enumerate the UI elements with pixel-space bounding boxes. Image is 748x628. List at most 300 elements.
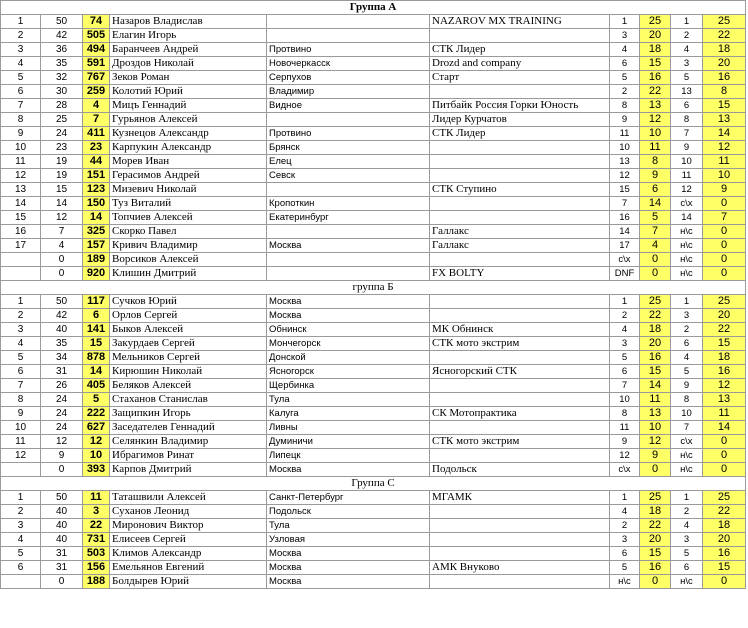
- race2-points-cell: 15: [703, 99, 746, 113]
- city-cell: Обнинск: [267, 323, 430, 337]
- rider-name-cell: Орлов Сергей: [110, 309, 267, 323]
- race1-points-cell: 14: [640, 197, 671, 211]
- race1-position-cell: 5: [610, 71, 640, 85]
- rider-name-cell: Суханов Леонид: [110, 505, 267, 519]
- table-row: [1, 253, 746, 267]
- rider-number-cell: 188: [83, 575, 110, 589]
- rider-number-cell: 325: [83, 225, 110, 239]
- rider-name-cell: Ибрагимов Ринат: [110, 449, 267, 463]
- race2-points-cell: 10: [703, 169, 746, 183]
- rider-name-cell: Заседателев Геннадий: [110, 421, 267, 435]
- race1-position-cell: н\с: [610, 575, 640, 589]
- total-points-cell: 9: [41, 449, 83, 463]
- place-cell: 2: [1, 309, 41, 323]
- race1-position-cell: 2: [610, 85, 640, 99]
- city-cell: Протвино: [267, 43, 430, 57]
- city-cell: [267, 225, 430, 239]
- race1-points-cell: 16: [640, 351, 671, 365]
- table-row: [1, 561, 746, 575]
- race1-points-cell: 12: [640, 435, 671, 449]
- race2-position-cell: 9: [671, 379, 703, 393]
- group-header-row: [1, 281, 746, 295]
- table-row: [1, 505, 746, 519]
- race1-position-cell: 6: [610, 547, 640, 561]
- team-cell: [430, 197, 610, 211]
- race2-points-cell: 9: [703, 183, 746, 197]
- total-points-cell: 24: [41, 127, 83, 141]
- rider-number-cell: 157: [83, 239, 110, 253]
- race1-position-cell: 5: [610, 561, 640, 575]
- rider-number-cell: 74: [83, 15, 110, 29]
- table-row: [1, 421, 746, 435]
- race1-position-cell: 14: [610, 225, 640, 239]
- rider-number-cell: 14: [83, 211, 110, 225]
- race1-points-cell: 10: [640, 421, 671, 435]
- table-row: [1, 435, 746, 449]
- race1-position-cell: 1: [610, 295, 640, 309]
- table-row: [1, 71, 746, 85]
- rider-number-cell: 494: [83, 43, 110, 57]
- rider-number-cell: 222: [83, 407, 110, 421]
- race2-position-cell: 7: [671, 421, 703, 435]
- race2-points-cell: 0: [703, 197, 746, 211]
- race2-position-cell: 4: [671, 351, 703, 365]
- team-cell: [430, 547, 610, 561]
- total-points-cell: 0: [41, 575, 83, 589]
- race1-position-cell: 12: [610, 449, 640, 463]
- race2-position-cell: 7: [671, 127, 703, 141]
- city-cell: Щербинка: [267, 379, 430, 393]
- table-row: [1, 183, 746, 197]
- team-cell: [430, 155, 610, 169]
- race1-points-cell: 4: [640, 239, 671, 253]
- race1-position-cell: 15: [610, 183, 640, 197]
- total-points-cell: 50: [41, 295, 83, 309]
- race2-position-cell: 9: [671, 141, 703, 155]
- rider-name-cell: Беляков Алексей: [110, 379, 267, 393]
- city-cell: Москва: [267, 561, 430, 575]
- table-row: [1, 547, 746, 561]
- total-points-cell: 4: [41, 239, 83, 253]
- race2-position-cell: 13: [671, 85, 703, 99]
- place-cell: 6: [1, 85, 41, 99]
- team-cell: СК Мотопрактика: [430, 407, 610, 421]
- race2-points-cell: 18: [703, 43, 746, 57]
- place-cell: 12: [1, 169, 41, 183]
- race2-position-cell: н\с: [671, 575, 703, 589]
- total-points-cell: 0: [41, 267, 83, 281]
- team-cell: СТК Лидер: [430, 43, 610, 57]
- team-cell: FX BOLTY: [430, 267, 610, 281]
- table-row: [1, 379, 746, 393]
- rider-name-cell: Мельников Сергей: [110, 351, 267, 365]
- total-points-cell: 0: [41, 253, 83, 267]
- race2-position-cell: 2: [671, 323, 703, 337]
- team-cell: [430, 141, 610, 155]
- race1-position-cell: 7: [610, 197, 640, 211]
- rider-number-cell: 505: [83, 29, 110, 43]
- place-cell: 1: [1, 295, 41, 309]
- rider-name-cell: Топчиев Алексей: [110, 211, 267, 225]
- group-title: группа Б: [1, 281, 746, 295]
- rider-number-cell: 150: [83, 197, 110, 211]
- race1-points-cell: 10: [640, 127, 671, 141]
- race2-position-cell: 6: [671, 99, 703, 113]
- city-cell: Думиничи: [267, 435, 430, 449]
- city-cell: [267, 267, 430, 281]
- table-row: [1, 337, 746, 351]
- rider-number-cell: 6: [83, 309, 110, 323]
- place-cell: 9: [1, 407, 41, 421]
- race2-points-cell: 16: [703, 365, 746, 379]
- place-cell: 5: [1, 351, 41, 365]
- rider-number-cell: 627: [83, 421, 110, 435]
- race2-position-cell: 12: [671, 183, 703, 197]
- race2-position-cell: 8: [671, 393, 703, 407]
- team-cell: Подольск: [430, 463, 610, 477]
- rider-number-cell: 767: [83, 71, 110, 85]
- rider-name-cell: Таташвили Алексей: [110, 491, 267, 505]
- table-row: [1, 449, 746, 463]
- race2-position-cell: 2: [671, 29, 703, 43]
- race1-position-cell: 8: [610, 407, 640, 421]
- city-cell: Санкт-Петербург: [267, 491, 430, 505]
- rider-number-cell: 5: [83, 393, 110, 407]
- race2-points-cell: 25: [703, 491, 746, 505]
- race2-position-cell: 1: [671, 295, 703, 309]
- rider-name-cell: Кирюшин Николай: [110, 365, 267, 379]
- city-cell: [267, 113, 430, 127]
- city-cell: Узловая: [267, 533, 430, 547]
- race2-position-cell: 1: [671, 491, 703, 505]
- team-cell: NAZAROV MX TRAINING: [430, 15, 610, 29]
- race2-points-cell: 18: [703, 519, 746, 533]
- rider-number-cell: 503: [83, 547, 110, 561]
- race2-points-cell: 14: [703, 127, 746, 141]
- place-cell: 4: [1, 533, 41, 547]
- city-cell: [267, 15, 430, 29]
- team-cell: Drozd and company: [430, 57, 610, 71]
- rider-number-cell: 7: [83, 113, 110, 127]
- team-cell: [430, 169, 610, 183]
- race1-points-cell: 25: [640, 491, 671, 505]
- rider-name-cell: Морев Иван: [110, 155, 267, 169]
- race2-points-cell: 11: [703, 407, 746, 421]
- team-cell: [430, 351, 610, 365]
- rider-number-cell: 393: [83, 463, 110, 477]
- rider-number-cell: 3: [83, 505, 110, 519]
- total-points-cell: 40: [41, 519, 83, 533]
- rider-name-cell: Туз Виталий: [110, 197, 267, 211]
- rider-name-cell: Стаханов Станислав: [110, 393, 267, 407]
- city-cell: Новочеркасск: [267, 57, 430, 71]
- city-cell: Москва: [267, 575, 430, 589]
- total-points-cell: 14: [41, 197, 83, 211]
- race2-position-cell: с\х: [671, 197, 703, 211]
- rider-number-cell: 141: [83, 323, 110, 337]
- race2-position-cell: 6: [671, 561, 703, 575]
- total-points-cell: 12: [41, 435, 83, 449]
- race1-points-cell: 25: [640, 15, 671, 29]
- race2-points-cell: 13: [703, 393, 746, 407]
- race2-points-cell: 22: [703, 323, 746, 337]
- race2-points-cell: 0: [703, 267, 746, 281]
- total-points-cell: 36: [41, 43, 83, 57]
- table-row: [1, 309, 746, 323]
- race1-position-cell: 9: [610, 435, 640, 449]
- total-points-cell: 12: [41, 211, 83, 225]
- table-row: [1, 57, 746, 71]
- race1-position-cell: с\х: [610, 463, 640, 477]
- race1-position-cell: 4: [610, 505, 640, 519]
- city-cell: Серпухов: [267, 71, 430, 85]
- city-cell: Брянск: [267, 141, 430, 155]
- total-points-cell: 7: [41, 225, 83, 239]
- place-cell: 10: [1, 421, 41, 435]
- place-cell: 7: [1, 379, 41, 393]
- team-cell: Ясногорский СТК: [430, 365, 610, 379]
- total-points-cell: 24: [41, 407, 83, 421]
- place-cell: [1, 463, 41, 477]
- rider-number-cell: 15: [83, 337, 110, 351]
- city-cell: [267, 253, 430, 267]
- race1-points-cell: 5: [640, 211, 671, 225]
- race2-points-cell: 25: [703, 15, 746, 29]
- race2-points-cell: 7: [703, 211, 746, 225]
- race1-points-cell: 22: [640, 309, 671, 323]
- team-cell: [430, 421, 610, 435]
- team-cell: МГАМК: [430, 491, 610, 505]
- race1-points-cell: 11: [640, 393, 671, 407]
- place-cell: 5: [1, 547, 41, 561]
- table-row: [1, 519, 746, 533]
- rider-name-cell: Колотий Юрий: [110, 85, 267, 99]
- total-points-cell: 15: [41, 183, 83, 197]
- race2-position-cell: 2: [671, 505, 703, 519]
- total-points-cell: 31: [41, 561, 83, 575]
- race1-points-cell: 13: [640, 99, 671, 113]
- rider-name-cell: Дроздов Николай: [110, 57, 267, 71]
- city-cell: Ливны: [267, 421, 430, 435]
- race1-position-cell: 3: [610, 337, 640, 351]
- race1-points-cell: 8: [640, 155, 671, 169]
- place-cell: 8: [1, 393, 41, 407]
- race2-points-cell: 0: [703, 575, 746, 589]
- rider-number-cell: 22: [83, 519, 110, 533]
- team-cell: [430, 29, 610, 43]
- rider-name-cell: Ворсиков Алексей: [110, 253, 267, 267]
- team-cell: СТК мото экстрим: [430, 435, 610, 449]
- race1-position-cell: 3: [610, 29, 640, 43]
- city-cell: Калуга: [267, 407, 430, 421]
- place-cell: 1: [1, 491, 41, 505]
- table-row: [1, 533, 746, 547]
- team-cell: [430, 211, 610, 225]
- rider-number-cell: 411: [83, 127, 110, 141]
- rider-name-cell: Назаров Владислав: [110, 15, 267, 29]
- race1-position-cell: 1: [610, 491, 640, 505]
- place-cell: 17: [1, 239, 41, 253]
- table-row: [1, 211, 746, 225]
- total-points-cell: 32: [41, 71, 83, 85]
- place-cell: 16: [1, 225, 41, 239]
- race1-position-cell: 10: [610, 393, 640, 407]
- rider-name-cell: Карпов Дмитрий: [110, 463, 267, 477]
- rider-name-cell: Закурдаев Сергей: [110, 337, 267, 351]
- race1-position-cell: 2: [610, 519, 640, 533]
- rider-number-cell: 878: [83, 351, 110, 365]
- group-title: Группа С: [1, 477, 746, 491]
- rider-name-cell: Кузнецов Александр: [110, 127, 267, 141]
- table-row: [1, 323, 746, 337]
- total-points-cell: 24: [41, 393, 83, 407]
- race1-points-cell: 0: [640, 463, 671, 477]
- place-cell: 3: [1, 43, 41, 57]
- table-row: [1, 113, 746, 127]
- race2-points-cell: 18: [703, 351, 746, 365]
- team-cell: [430, 253, 610, 267]
- team-cell: МК Обнинск: [430, 323, 610, 337]
- rider-number-cell: 10: [83, 449, 110, 463]
- race2-position-cell: н\с: [671, 225, 703, 239]
- race2-points-cell: 16: [703, 71, 746, 85]
- rider-name-cell: Быков Алексей: [110, 323, 267, 337]
- place-cell: 9: [1, 127, 41, 141]
- rider-number-cell: 920: [83, 267, 110, 281]
- race1-position-cell: с\х: [610, 253, 640, 267]
- race1-points-cell: 22: [640, 85, 671, 99]
- race1-position-cell: 4: [610, 323, 640, 337]
- total-points-cell: 35: [41, 57, 83, 71]
- race2-points-cell: 14: [703, 421, 746, 435]
- race2-position-cell: 11: [671, 169, 703, 183]
- race1-position-cell: 6: [610, 365, 640, 379]
- team-cell: [430, 85, 610, 99]
- race1-points-cell: 0: [640, 253, 671, 267]
- table-row: [1, 85, 746, 99]
- race1-position-cell: 2: [610, 309, 640, 323]
- table-row: [1, 29, 746, 43]
- rider-number-cell: 123: [83, 183, 110, 197]
- race1-position-cell: 11: [610, 421, 640, 435]
- team-cell: Старт: [430, 71, 610, 85]
- rider-number-cell: 189: [83, 253, 110, 267]
- table-row: [1, 239, 746, 253]
- total-points-cell: 35: [41, 337, 83, 351]
- race1-points-cell: 15: [640, 365, 671, 379]
- race2-position-cell: 5: [671, 71, 703, 85]
- total-points-cell: 50: [41, 15, 83, 29]
- city-cell: Москва: [267, 239, 430, 253]
- team-cell: [430, 575, 610, 589]
- team-cell: [430, 449, 610, 463]
- rider-number-cell: 151: [83, 169, 110, 183]
- race2-position-cell: 5: [671, 365, 703, 379]
- rider-name-cell: Карпукин Александр: [110, 141, 267, 155]
- rider-name-cell: Селянкин Владимир: [110, 435, 267, 449]
- race2-points-cell: 0: [703, 225, 746, 239]
- table-row: [1, 393, 746, 407]
- total-points-cell: 42: [41, 309, 83, 323]
- team-cell: АМК Внуково: [430, 561, 610, 575]
- total-points-cell: 31: [41, 547, 83, 561]
- total-points-cell: 23: [41, 141, 83, 155]
- rider-name-cell: Мицъ Геннадий: [110, 99, 267, 113]
- group-header-row: [1, 477, 746, 491]
- city-cell: Москва: [267, 309, 430, 323]
- team-cell: [430, 393, 610, 407]
- table-row: [1, 365, 746, 379]
- race2-position-cell: 14: [671, 211, 703, 225]
- city-cell: Тула: [267, 519, 430, 533]
- race1-points-cell: 22: [640, 519, 671, 533]
- place-cell: 8: [1, 113, 41, 127]
- city-cell: Ясногорск: [267, 365, 430, 379]
- team-cell: [430, 505, 610, 519]
- race1-points-cell: 18: [640, 505, 671, 519]
- rider-name-cell: Мизевич Николай: [110, 183, 267, 197]
- race2-points-cell: 0: [703, 239, 746, 253]
- city-cell: Кропоткин: [267, 197, 430, 211]
- race2-points-cell: 20: [703, 309, 746, 323]
- rider-name-cell: Гурьянов Алексей: [110, 113, 267, 127]
- race1-points-cell: 9: [640, 449, 671, 463]
- place-cell: 4: [1, 57, 41, 71]
- place-cell: [1, 267, 41, 281]
- race2-position-cell: 10: [671, 407, 703, 421]
- race1-position-cell: 8: [610, 99, 640, 113]
- race1-points-cell: 20: [640, 533, 671, 547]
- race2-points-cell: 0: [703, 253, 746, 267]
- table-row: [1, 267, 746, 281]
- team-cell: [430, 309, 610, 323]
- results-body: [1, 1, 746, 589]
- race2-position-cell: с\х: [671, 435, 703, 449]
- race1-position-cell: 17: [610, 239, 640, 253]
- race1-position-cell: 7: [610, 379, 640, 393]
- table-row: [1, 575, 746, 589]
- rider-number-cell: 23: [83, 141, 110, 155]
- race2-position-cell: н\с: [671, 253, 703, 267]
- rider-number-cell: 14: [83, 365, 110, 379]
- race1-position-cell: 10: [610, 141, 640, 155]
- city-cell: Москва: [267, 295, 430, 309]
- place-cell: 11: [1, 155, 41, 169]
- rider-name-cell: Сучков Юрий: [110, 295, 267, 309]
- rider-name-cell: Скорко Павел: [110, 225, 267, 239]
- race2-points-cell: 0: [703, 463, 746, 477]
- total-points-cell: 30: [41, 85, 83, 99]
- race1-points-cell: 0: [640, 575, 671, 589]
- race2-points-cell: 8: [703, 85, 746, 99]
- team-cell: [430, 295, 610, 309]
- place-cell: 13: [1, 183, 41, 197]
- rider-number-cell: 591: [83, 57, 110, 71]
- place-cell: 11: [1, 435, 41, 449]
- city-cell: Тула: [267, 393, 430, 407]
- total-points-cell: 42: [41, 29, 83, 43]
- race1-points-cell: 12: [640, 113, 671, 127]
- race2-position-cell: 3: [671, 57, 703, 71]
- team-cell: СТК мото экстрим: [430, 337, 610, 351]
- race1-points-cell: 15: [640, 57, 671, 71]
- race2-points-cell: 22: [703, 505, 746, 519]
- race1-position-cell: 16: [610, 211, 640, 225]
- race2-points-cell: 0: [703, 449, 746, 463]
- city-cell: Мончегорск: [267, 337, 430, 351]
- table-row: [1, 351, 746, 365]
- total-points-cell: 50: [41, 491, 83, 505]
